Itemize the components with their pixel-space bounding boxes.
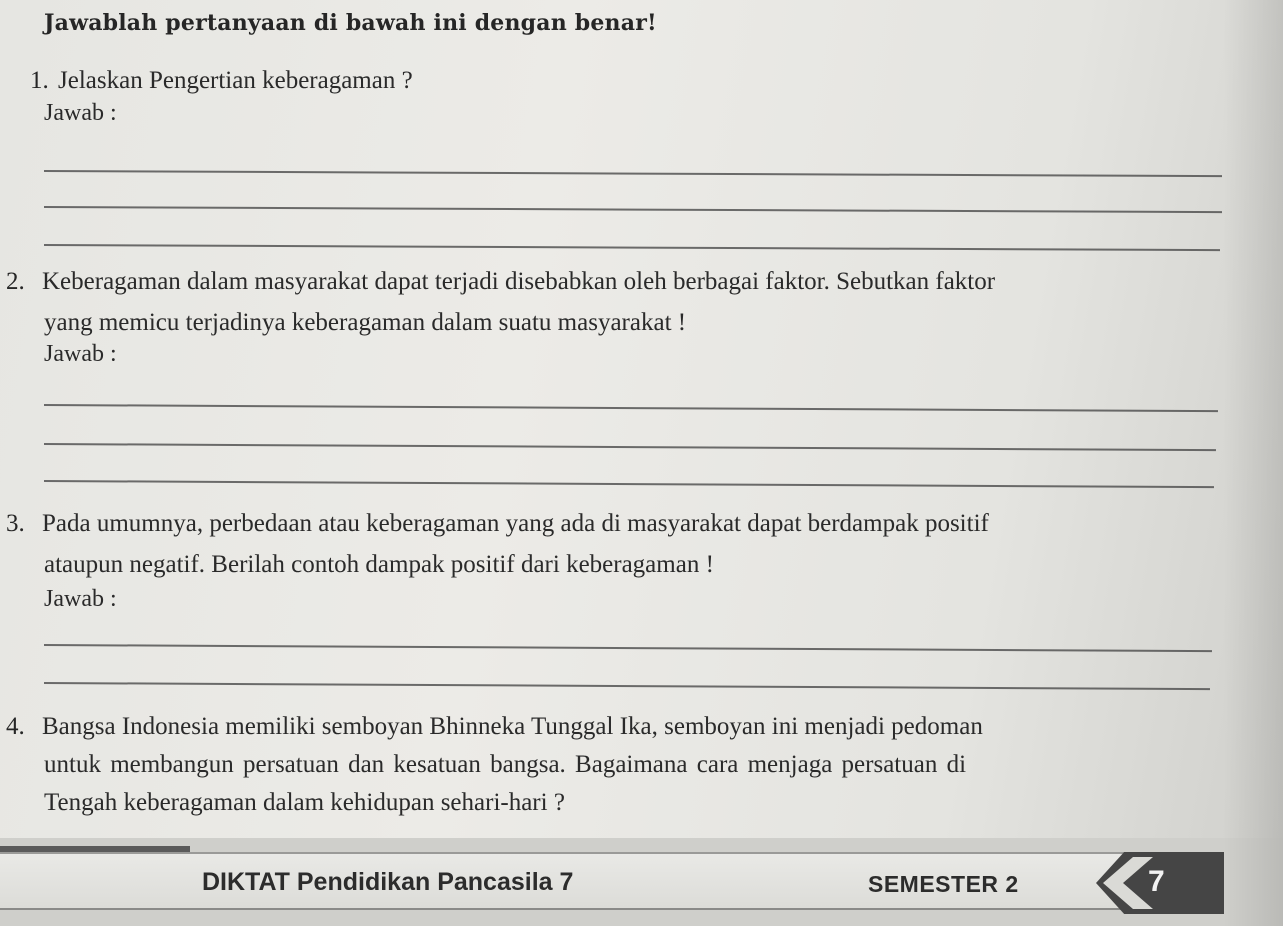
question-2-line-2: yang memicu terjadinya keberagaman dalam suatu masyarakat !	[44, 309, 687, 336]
question-3-line-2: ataupun negatif. Berilah contoh dampak positif dari keberagaman !	[44, 551, 714, 578]
answer-line[interactable]	[44, 480, 1214, 488]
question-4-number: 4.	[6, 713, 25, 740]
footer-semester-label: SEMESTER 2	[868, 871, 1019, 897]
answer-line[interactable]	[44, 644, 1212, 652]
question-1-text: Jelaskan Pengertian keberagaman ?	[58, 67, 413, 94]
question-1-number: 1.	[30, 67, 49, 94]
question-2-answer-label: Jawab :	[44, 341, 117, 367]
question-3-line-1: Pada umumnya, perbedaan atau keberagaman yang ada di masyarakat dapat berdampak positif	[42, 510, 989, 537]
answer-line[interactable]	[44, 170, 1222, 177]
answer-line[interactable]	[44, 404, 1218, 412]
question-4-line-1: Bangsa Indonesia memiliki semboyan Bhinneka Tunggal Ika, semboyan ini menjadi pedoman	[42, 713, 983, 740]
question-3-answer-label: Jawab :	[44, 586, 117, 612]
answer-line[interactable]	[44, 244, 1220, 251]
question-4-line-3: Tengah keberagaman dalam kehidupan sehari-hari ?	[44, 789, 565, 816]
question-1-answer-label: Jawab :	[44, 100, 117, 126]
question-4-line-2: untuk membangun persatuan dan kesatuan bangsa. Bagaimana cara menjaga persatuan di	[44, 751, 967, 778]
question-2-number: 2.	[6, 268, 25, 295]
answer-line[interactable]	[44, 206, 1222, 213]
instruction-heading: Jawablah pertanyaan di bawah ini dengan benar!	[44, 10, 657, 36]
answer-line[interactable]	[44, 682, 1210, 690]
question-2-line-1: Keberagaman dalam masyarakat dapat terjadi disebabkan oleh berbagai faktor. Sebutkan faktor	[42, 268, 996, 295]
answer-line[interactable]	[44, 443, 1216, 451]
question-3-number: 3.	[6, 510, 25, 537]
page-number: 7	[1148, 865, 1165, 898]
footer-book-title: DIKTAT Pendidikan Pancasila 7	[202, 868, 574, 896]
